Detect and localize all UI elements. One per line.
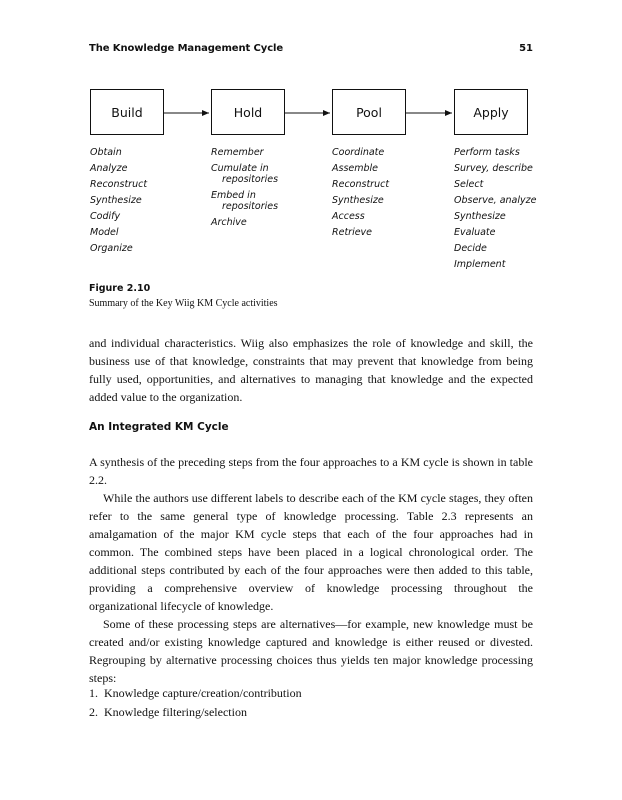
activity-item: Survey, describe (454, 163, 533, 174)
paragraph-continuation (89, 334, 533, 406)
activity-item: Decide (454, 243, 487, 254)
paragraph-text: Some of these processing steps are alternatives—for example, new knowledge must be created and/or existing knowledge captured and knowledge is either reused or divested. Regrouping by alternative processing choices thus yields ten major knowledge processing steps: (89, 617, 533, 685)
activity-item: Reconstruct (332, 179, 390, 190)
activity-item: Assemble (332, 163, 379, 174)
section-heading: An Integrated KM Cycle (89, 421, 229, 433)
activity-item: Evaluate (454, 227, 496, 238)
activity-item: Perform tasks (454, 147, 520, 158)
paragraph-text: and individual characteristics. Wiig also emphasizes the role of knowledge and skill, the business use of that knowledge, constraints that may prevent that knowledge from being fully used, opportunities, and alternatives to managing that knowledge and the expected added value to the organization. (89, 336, 533, 404)
activity-item: Access (332, 211, 365, 222)
activity-item: Archive (211, 217, 247, 228)
activity-item: Coordinate (332, 147, 385, 158)
activity-item: Analyze (90, 163, 128, 174)
processing-steps-list (89, 684, 302, 722)
apply-activities (454, 145, 536, 273)
figure-caption: Summary of the Key Wiig KM Cycle activities (89, 298, 278, 309)
activity-item: Implement (454, 259, 506, 270)
activity-item-continued: repositories (222, 174, 279, 185)
page-number: 51 (519, 43, 533, 54)
build-activities (90, 145, 147, 257)
activity-item: Reconstruct (90, 179, 148, 190)
activity-item: Cumulate in (211, 163, 269, 174)
activity-item: Model (90, 227, 119, 238)
activity-item: Codify (90, 211, 121, 222)
activity-item: Remember (211, 147, 264, 158)
activity-item: Obtain (90, 147, 122, 158)
activity-item: Organize (90, 243, 133, 254)
activity-item-continued: repositories (222, 201, 279, 212)
figure-label: Figure 2.10 (89, 283, 151, 294)
activity-item: Synthesize (454, 211, 506, 222)
pool-activities (332, 145, 389, 241)
body-paragraphs (89, 453, 533, 687)
activity-item: Embed in (211, 190, 256, 201)
running-title: The Knowledge Management Cycle (89, 43, 284, 54)
activity-item: Retrieve (332, 227, 373, 238)
stage-box-build: Build (90, 89, 164, 135)
hold-activities (211, 145, 278, 231)
activity-item: Select (454, 179, 484, 190)
activity-item: Observe, analyze (454, 195, 537, 206)
list-item: 1. Knowledge capture/creation/contribution (89, 686, 302, 700)
km-cycle-diagram (0, 0, 622, 290)
stage-box-pool: Pool (332, 89, 406, 135)
paragraph-text: While the authors use different labels to describe each of the KM cycle stages, they often refer to the same general type of knowledge processing. Table 2.3 represents an amalgamation of the major KM cycle steps that each of the four approaches had in common. The combined steps have been placed in a logical chronological order. The additional steps contributed by each of the four approaches were then added to this table, providing a comprehensive overview of knowledge processing throughout the organizational lifecycle of knowledge. (89, 491, 533, 613)
stage-box-apply: Apply (454, 89, 528, 135)
paragraph-text: A synthesis of the preceding steps from the four approaches to a KM cycle is shown in table 2.2. (89, 455, 533, 487)
stage-box-hold: Hold (211, 89, 285, 135)
activity-item: Synthesize (90, 195, 142, 206)
list-item: 2. Knowledge filtering/selection (89, 705, 247, 719)
activity-item: Synthesize (332, 195, 384, 206)
